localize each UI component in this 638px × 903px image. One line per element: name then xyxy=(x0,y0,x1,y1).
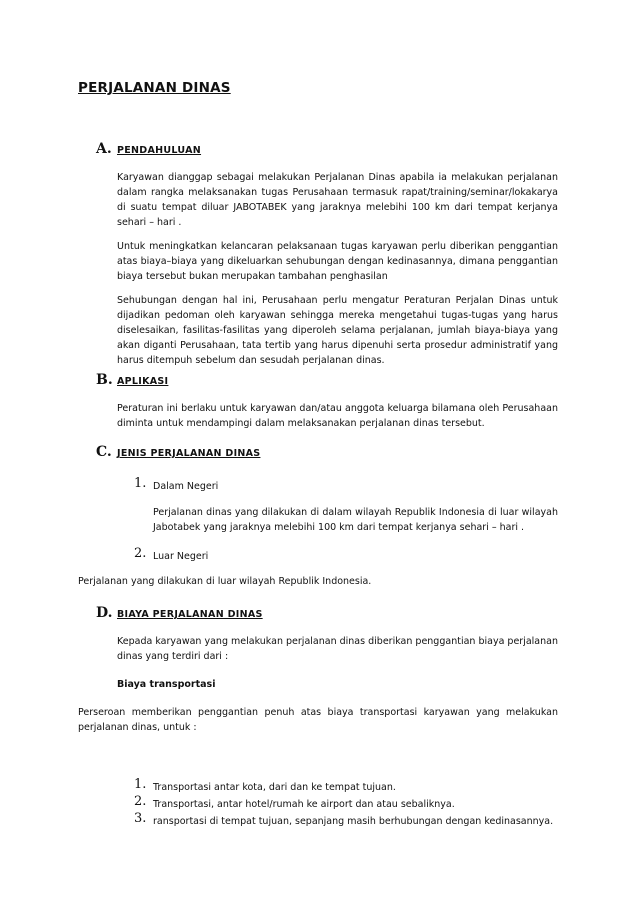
list-number: 1. xyxy=(134,777,147,792)
list-number: 2. xyxy=(134,546,147,561)
section-b-paragraph: Peraturan ini berlaku untuk karyawan dan/atau anggota keluarga bilamana oleh Perusahaan diminta untuk mendampingi dalam melaksanakan perjalanan dinas tersebut. xyxy=(117,403,558,429)
list-number: 3. xyxy=(134,811,147,826)
section-c-heading: JENIS PERJALANAN DINAS xyxy=(117,448,261,459)
section-a-letter: A. xyxy=(96,141,112,157)
section-d-heading: BIAYA PERJALANAN DINAS xyxy=(117,609,263,620)
list-item: Transportasi, antar hotel/rumah ke airport dan atau sebaliknya. xyxy=(153,799,455,810)
list-item-paragraph: Perjalanan yang dilakukan di luar wilayah Republik Indonesia. xyxy=(78,576,372,587)
section-b-letter: B. xyxy=(96,372,113,388)
list-item: ransportasi di tempat tujuan, sepanjang masih berhubungan dengan kedinasannya. xyxy=(153,816,554,827)
section-a-paragraph-3: Sehubungan dengan hal ini, Perusahaan perlu mengatur Peraturan Perjalan Dinas untuk dijadikan pedoman oleh karyawan sehingga mereka mengetahui tugas-tugas yang harus diselesaikan, fasilitas-fasilitas yang diperoleh selama perjalanan, jumlah biaya-biaya yang akan diganti Perusahaan, tata tertib yang harus dipenuhi serta prosedur administratif yang harus ditempuh sebelum dan sesudah perjalanan dinas. xyxy=(117,295,558,366)
list-item-label: Luar Negeri xyxy=(153,551,209,562)
list-item: Transportasi antar kota, dari dan ke tempat tujuan. xyxy=(153,782,396,793)
section-d-paragraph: Kepada karyawan yang melakukan perjalanan dinas diberikan penggantian biaya perjalanan dinas yang terdiri dari : xyxy=(117,636,558,662)
list-number: 2. xyxy=(134,794,147,809)
page-title: PERJALANAN DINAS xyxy=(78,80,231,96)
section-a-paragraph-1: Karyawan dianggap sebagai melakukan Perjalanan Dinas apabila ia melakukan perjalanan dalam rangka melaksanakan tugas Perusahaan termasuk rapat/training/seminar/lokakarya di suatu tempat diluar JABOTABEK yang jaraknya melebihi 100 km dari tempat kerjanya sehari – hari . xyxy=(117,172,558,228)
section-d-letter: D. xyxy=(96,605,113,621)
section-c-letter: C. xyxy=(96,444,112,460)
list-item-label: Dalam Negeri xyxy=(153,481,219,492)
section-a-paragraph-2: Untuk meningkatkan kelancaran pelaksanaan tugas karyawan perlu diberikan penggantian atas biaya–biaya yang dikeluarkan sehubungan dengan kedinasannya, dimana penggantian biaya tersebut bukan merupakan tambahan penghasilan xyxy=(117,241,558,282)
section-a-heading: PENDAHULUAN xyxy=(117,145,202,156)
section-d-subheading: Biaya transportasi xyxy=(117,679,216,690)
list-item-paragraph: Perjalanan dinas yang dilakukan di dalam wilayah Republik Indonesia di luar wilayah Jabotabek yang jaraknya melebihi 100 km dari tempat kerjanya sehari – hari . xyxy=(153,507,558,533)
section-b-heading: APLIKASI xyxy=(117,376,169,387)
section-d-paragraph-2: Perseroan memberikan penggantian penuh atas biaya transportasi karyawan yang melakukan perjalanan dinas, untuk : xyxy=(78,707,558,733)
list-number: 1. xyxy=(134,476,147,491)
